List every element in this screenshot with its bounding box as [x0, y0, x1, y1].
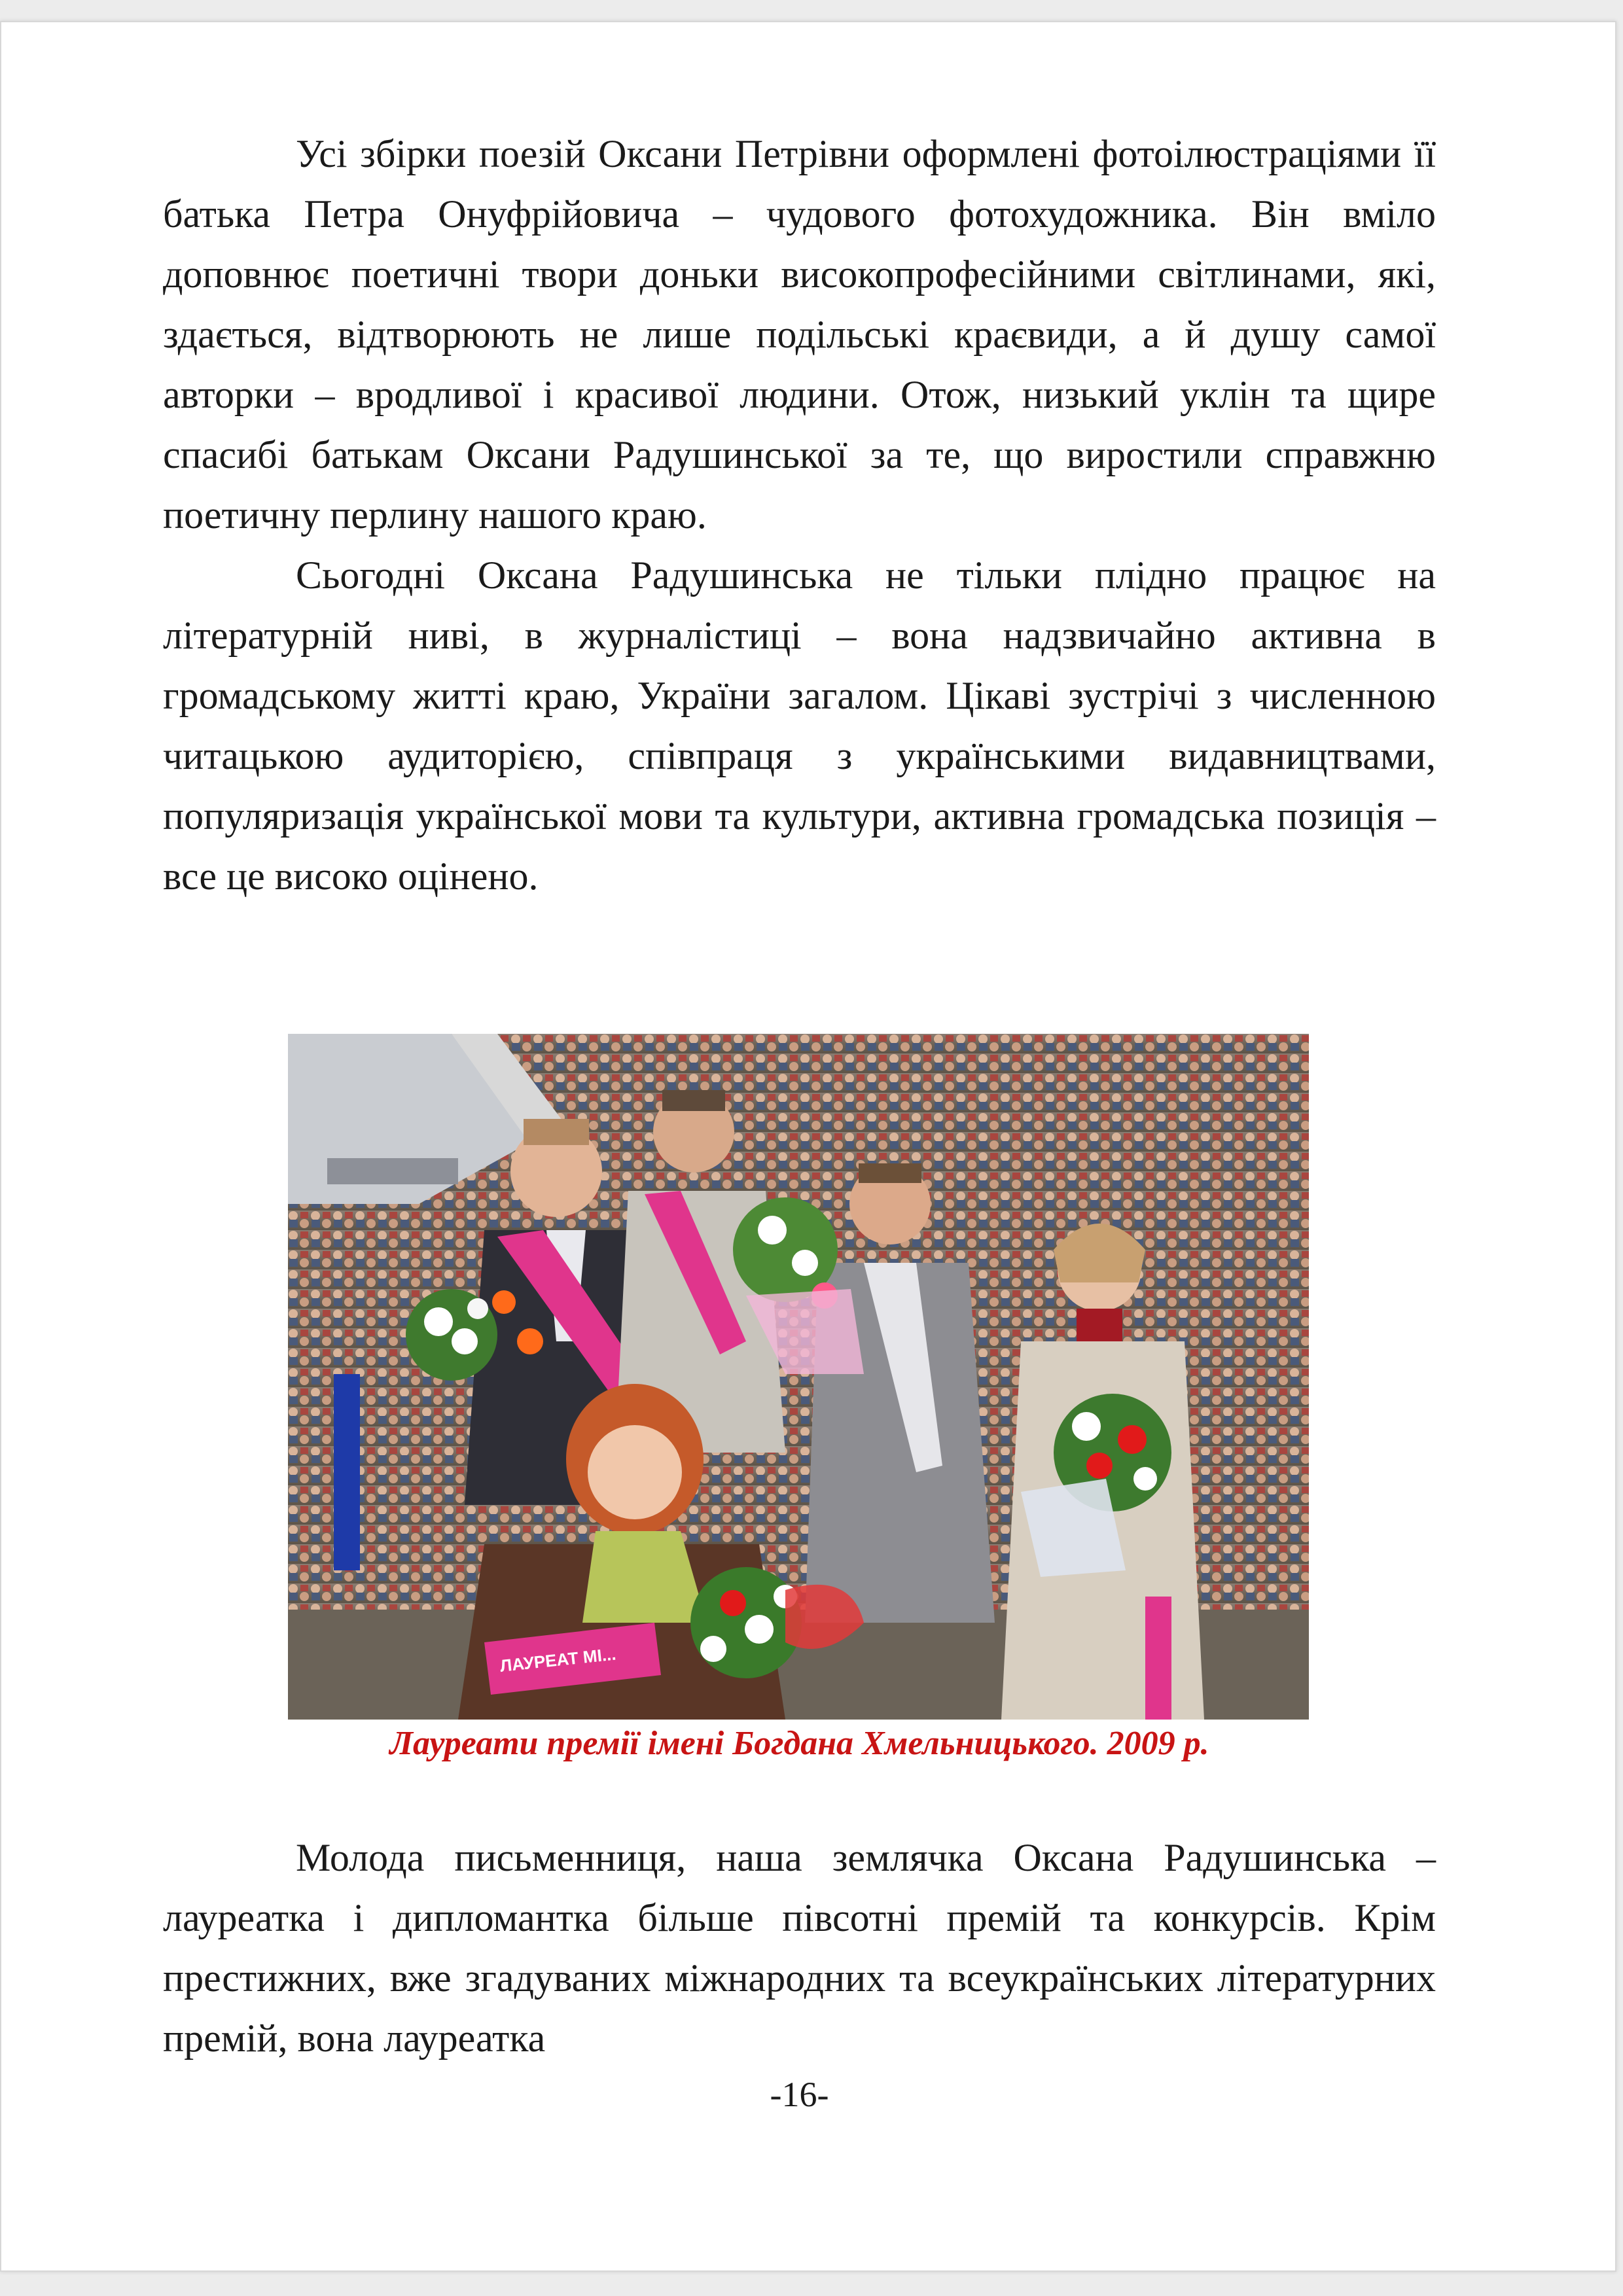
- paragraph: Сьогодні Оксана Радушинська не тільки плідно працює на літературній ниві, в журналістиці – вона надзвичайно активна в громадському житті краю, України загалом. Цікаві зустрічі з численною читацькою аудиторією, співпраця з українськими видавництвами, популяризація української мови та культури, активна громадська позиція – все це високо оцінено.: [163, 554, 1436, 898]
- paragraph: Молода письменниця, наша землячка Оксана Радушинська – лауреатка і дипломантка більше півсотні премій та конкурсів. Крім престижних, вже згадуваних міжнародних та всеукраїнських літературних премій, вона лауреатка: [163, 1836, 1436, 2060]
- laureates-photo: [288, 1034, 1309, 1720]
- page-number: -16-: [770, 2075, 829, 2114]
- sash-label: ЛАУРЕАТ МІ...: [499, 1644, 617, 1676]
- body-text-top: [163, 124, 1436, 906]
- paragraph: Усі збірки поезій Оксани Петрівни оформлені фотоілюстраціями її батька Петра Онуфрійовича – чудового фотохудожника. Він вміло доповнює поетичні твори доньки високопрофесійними світлинами, які, здається, відтворюють не лише подільські краєвиди, а й душу самої авторки – вродливої і красивої людини. Отож, низький уклін та щире спасибі батькам Оксани Радушинської за те, що виростили справжню поетичну перлину нашого краю.: [163, 132, 1436, 537]
- document-page: [0, 21, 1616, 2272]
- photo-caption: Лауреати премії імені Богдана Хмельницького. 2009 р.: [389, 1725, 1209, 1762]
- body-text-bottom: [163, 1828, 1436, 2068]
